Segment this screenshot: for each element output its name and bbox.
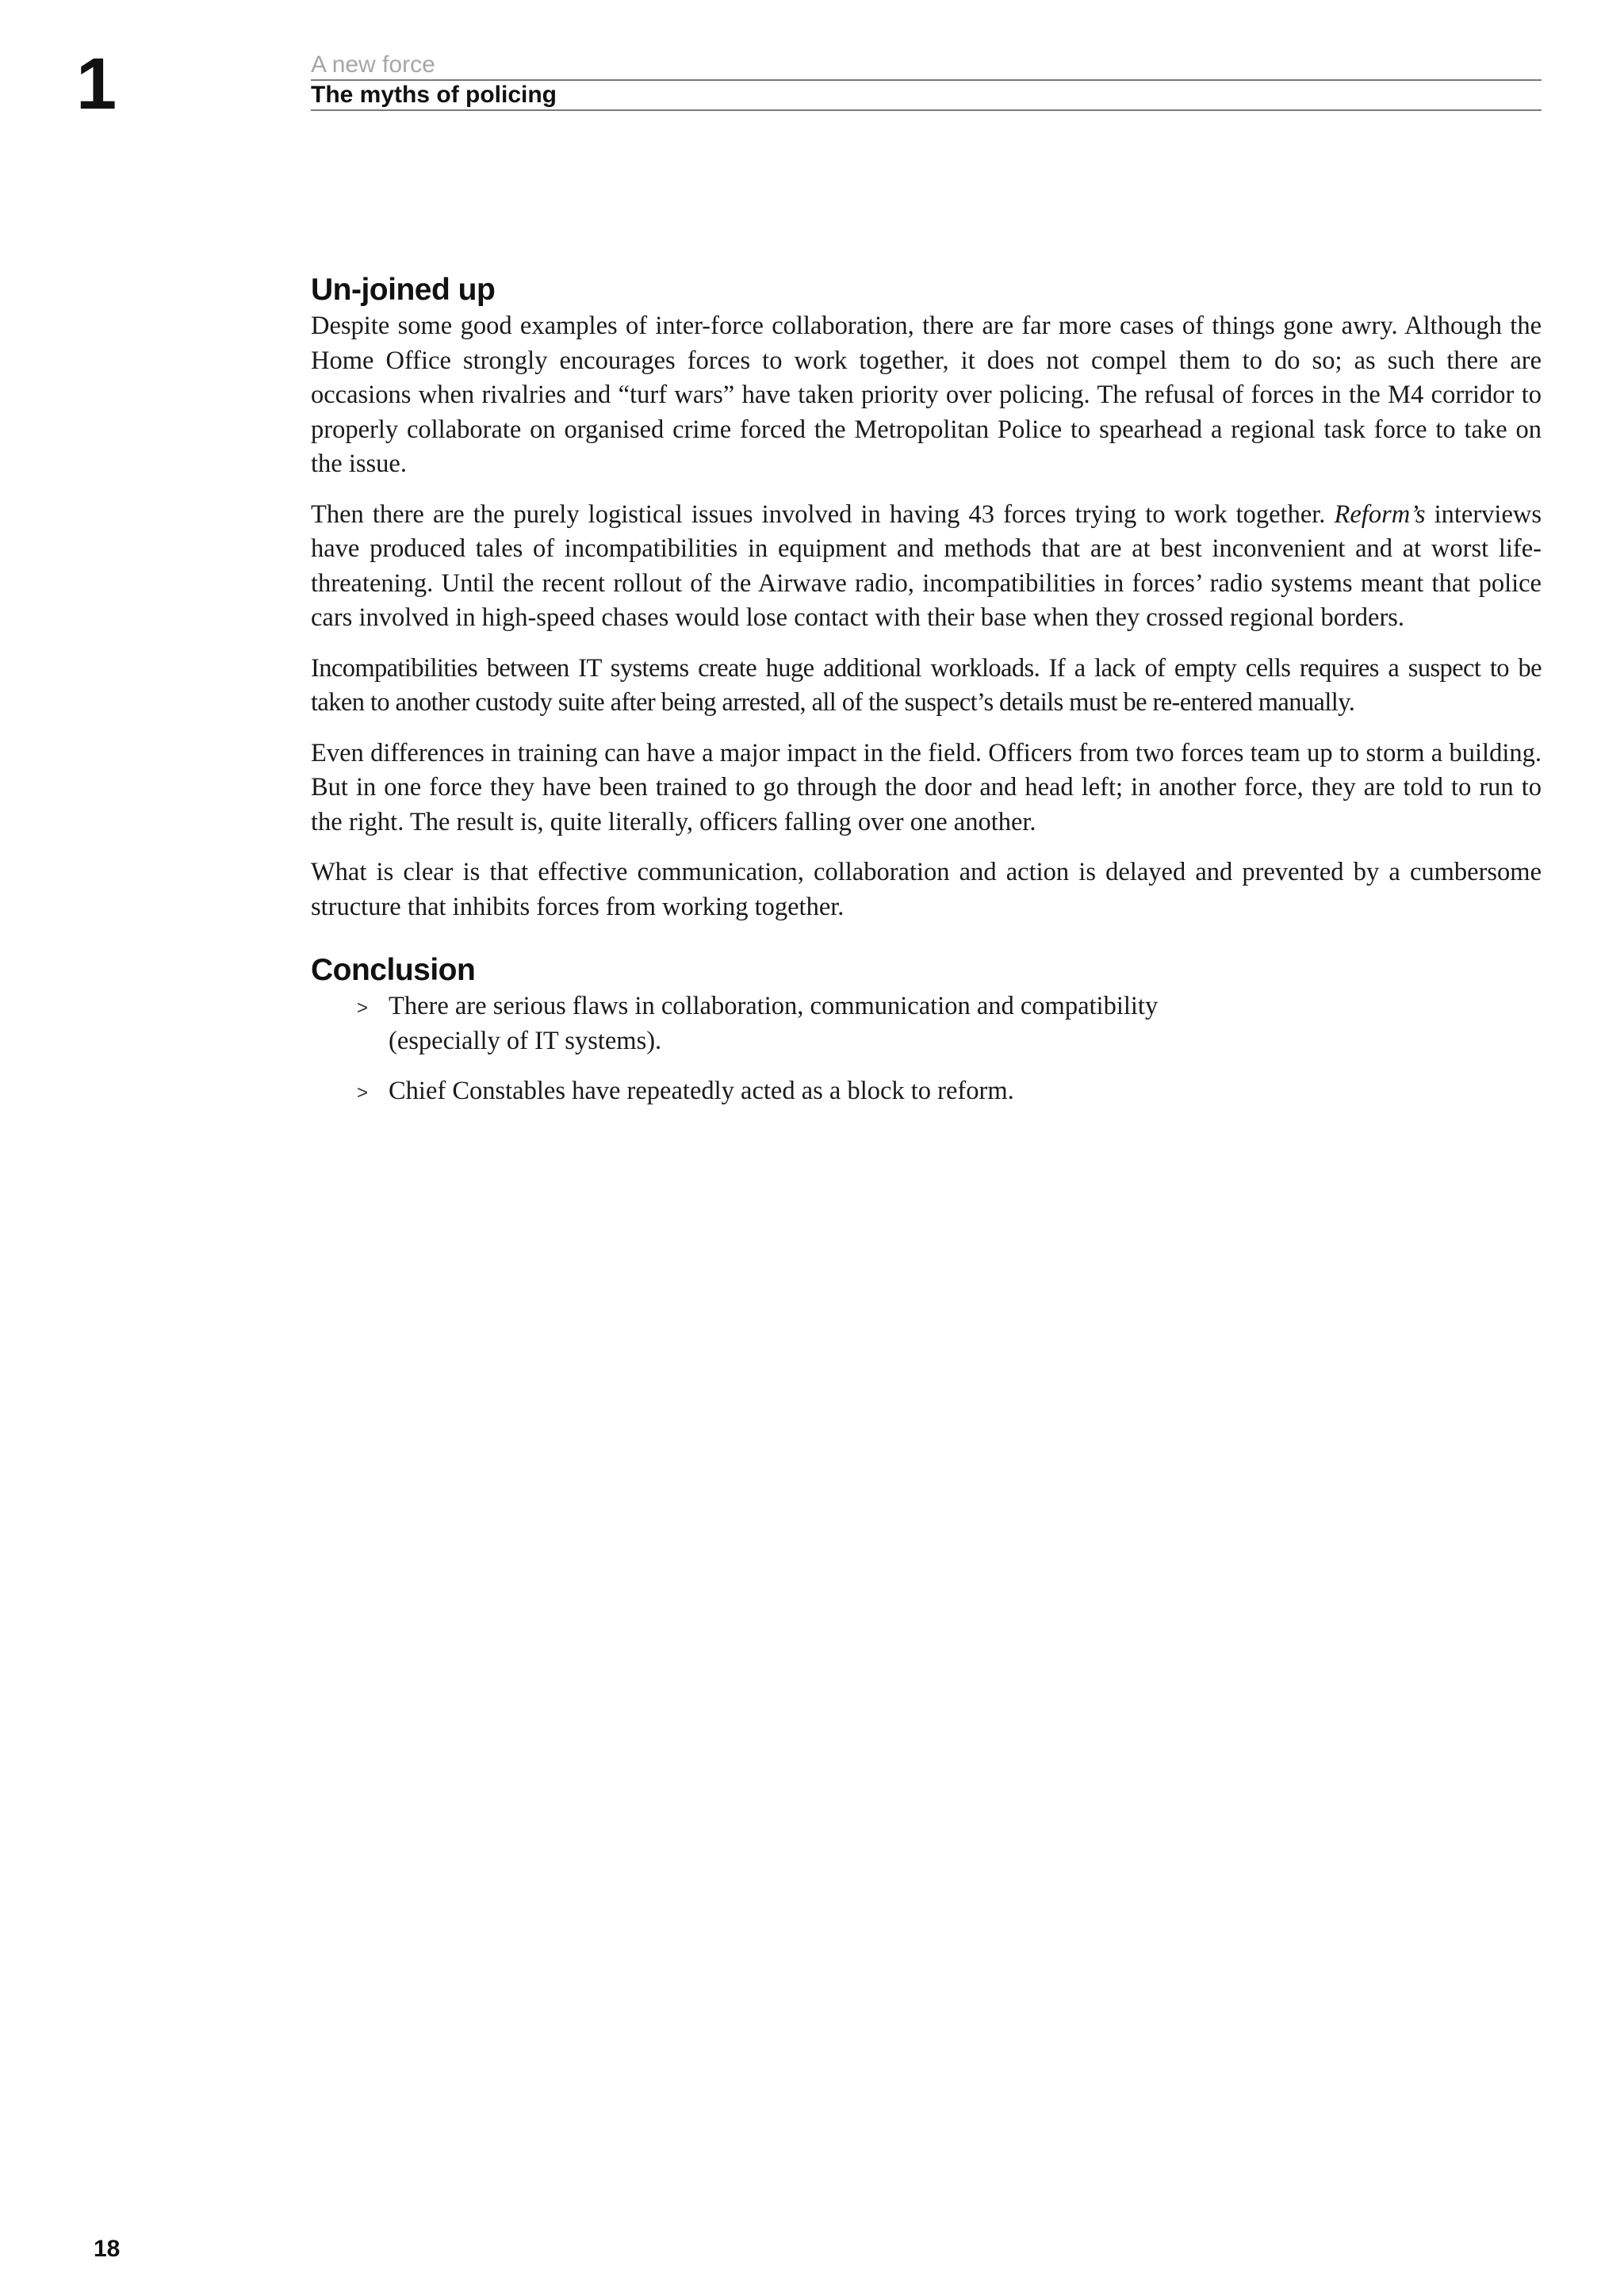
paragraph: Incompatibilities between IT systems create huge additional workloads. If a lack of empty cells requires a suspect to be taken to another custody suite after being arrested, all of the suspect’s details must be re-entered manually. [311, 653, 1542, 717]
paragraph-text: interviews have produced tales of incompatibilities in equipment and methods that are at best inconvenient and at worst life-threatening. Until the recent rollout of the Airwave radio, incompatibilities in forces’ radio systems meant that police cars involved in high-speed chases would lose contact with their base when they crossed regional borders. [311, 499, 1542, 632]
page-number: 18 [94, 2236, 121, 2262]
chevron-right-icon: > [357, 1082, 369, 1104]
main-content [311, 271, 1542, 1125]
chevron-right-icon: > [357, 997, 369, 1019]
list-item [357, 1074, 1182, 1109]
list-item [357, 989, 1182, 1058]
list-item-text: There are serious flaws in collaboration, communication and compatibility (especially of IT systems). [389, 992, 1159, 1055]
paragraph: Despite some good examples of inter-force collaboration, there are far more cases of things gone awry. Although the Home Office strongly encourages forces to work together, it does not compel them to do so; as such there are occasions when rivalries and “turf wars” have taken priority over policing. The refusal of forces in the M4 corridor to properly collaborate on organised crime forced the Metropolitan Police to spearhead a regional task force to take on the issue. [311, 312, 1542, 478]
section-heading-unjoined-up: Un-joined up [311, 273, 496, 307]
paragraph-text: Then there are the purely logistical issues involved in having 43 forces trying to work together. [311, 499, 1335, 529]
chapter-title: The myths of policing [311, 81, 1542, 111]
conclusion-list [311, 989, 1542, 1109]
paragraph: Even differences in training can have a major impact in the field. Officers from two forces team up to storm a building. But in one force they have been trained to go through the door and head left; in another force, they are told to run to the right. The result is, quite literally, officers falling over one another. [311, 738, 1542, 836]
running-header [311, 51, 1542, 111]
paragraph [311, 498, 1542, 636]
publication-name: Reform’s [1334, 499, 1426, 529]
section-label: A new force [311, 51, 1542, 81]
list-item-text: Chief Constables have repeatedly acted as a block to reform. [389, 1077, 1014, 1105]
paragraph: What is clear is that effective communication, collaboration and action is delayed and prevented by a cumbersome structure that inhibits forces from working together. [311, 858, 1542, 921]
section-heading-conclusion: Conclusion [311, 953, 476, 987]
chapter-number: 1 [76, 44, 117, 124]
